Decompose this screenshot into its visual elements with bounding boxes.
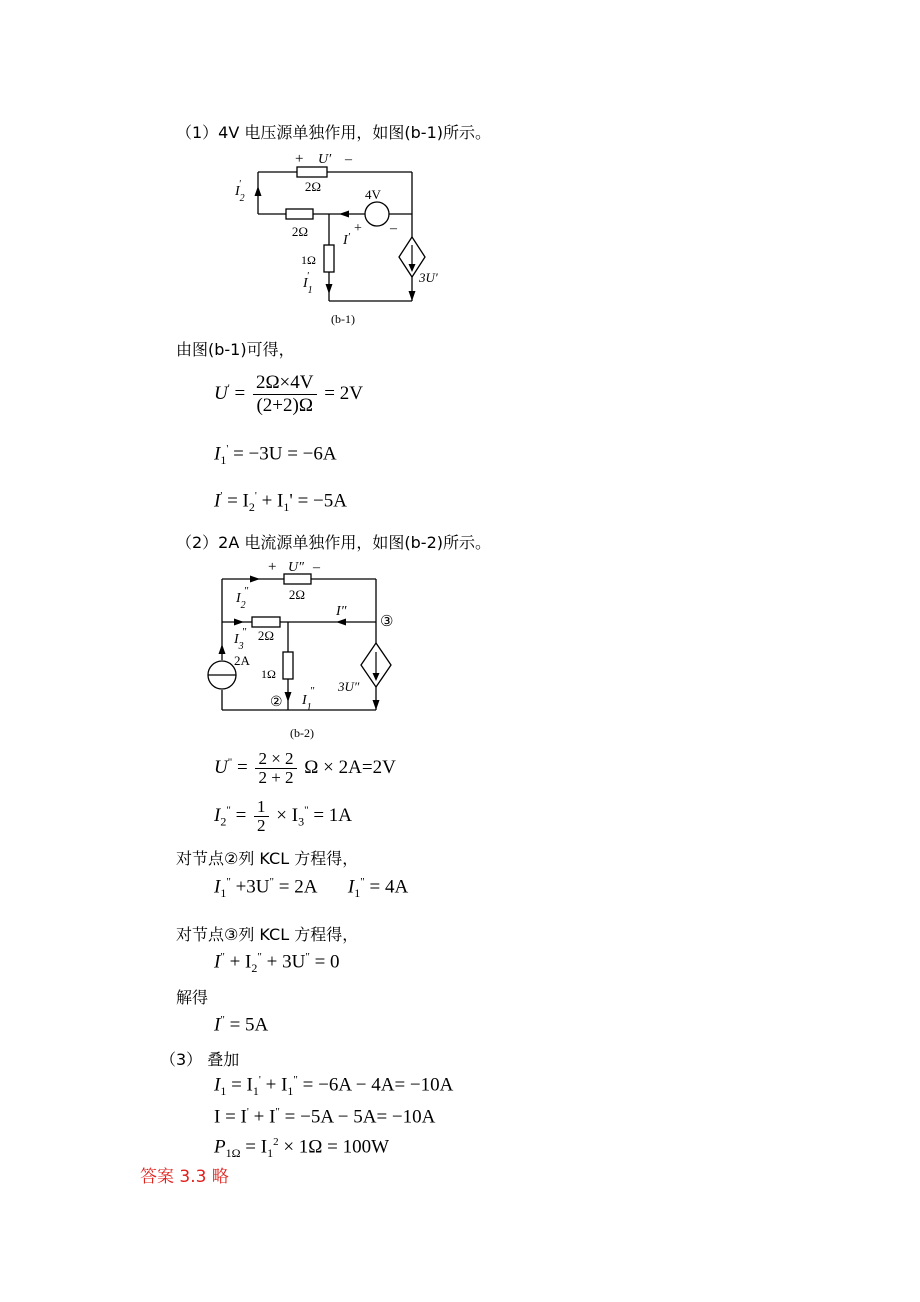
arrow-i bbox=[336, 619, 346, 626]
label-4v: 4V bbox=[365, 187, 381, 202]
label-src-minus: – bbox=[390, 221, 397, 236]
label-i1: $I_1'$ bbox=[303, 271, 313, 296]
arrow-i1 bbox=[285, 692, 292, 702]
equation-kcl-node3: $I^" + I_2^" + 3U^" = 0$ bbox=[214, 951, 340, 976]
resistor-top bbox=[284, 574, 311, 584]
equation-u-prime: U' = $\frac{2\Omega\times 4V}{(2+2)\Omega}$ = 2V bbox=[214, 372, 363, 416]
equation-i-double-prime: I" = 5A bbox=[214, 1014, 269, 1036]
part1-intro: 由图(b-1)可得， bbox=[176, 340, 295, 359]
label-node-3: ③ bbox=[380, 614, 394, 630]
kcl-node3-text: 对节点③列 KCL 方程得， bbox=[176, 925, 359, 944]
label-3u-prime: 3U′ bbox=[419, 270, 438, 285]
circuit-diagram-b2 bbox=[200, 556, 415, 746]
label-i2: $I_2''$ bbox=[236, 585, 249, 611]
label-r-mid: 2Ω bbox=[257, 628, 275, 643]
arrow-i bbox=[339, 211, 349, 218]
label-plus: + bbox=[295, 151, 304, 167]
label-minus: – bbox=[345, 152, 352, 167]
equation-i-prime: $I' = I_2' + I_1' = -5A$ bbox=[214, 490, 347, 515]
label-u-double-prime: U″ bbox=[288, 560, 304, 575]
arrow-bottom-right bbox=[409, 291, 416, 301]
label-r-top: 2Ω bbox=[288, 587, 306, 602]
equation-i-superposition: I = I' + I" = −5A − 5A= −10A bbox=[214, 1106, 436, 1128]
label-i3: $I_3''$ bbox=[234, 626, 247, 652]
resistor-mid bbox=[252, 617, 280, 627]
equation-u-double-prime: U" = $\frac{2 \times 2}{2 + 2}$ Ω × 2A=2V bbox=[214, 749, 396, 787]
caption-b1: (b-1) bbox=[331, 312, 355, 326]
equation-i2-double-prime: $I_2^"$ = $\frac{1}{2}$ × $I_3^" = 1A$ bbox=[214, 797, 353, 835]
label-r-1ohm: 1Ω bbox=[301, 253, 316, 267]
label-i-double-prime: I″ bbox=[336, 604, 347, 619]
label-src-plus: + bbox=[354, 221, 362, 236]
caption-b2: (b-2) bbox=[290, 726, 314, 740]
arrow-bottom-right bbox=[373, 700, 380, 710]
arrow-i2 bbox=[250, 576, 260, 583]
answer-note: 答案 3.3 略 bbox=[140, 1167, 229, 1187]
label-i-prime: I′ bbox=[343, 231, 351, 248]
voltage-source bbox=[365, 202, 389, 226]
solve-text: 解得 bbox=[176, 988, 209, 1007]
label-i1: $I_1''$ bbox=[302, 685, 315, 713]
label-minus: – bbox=[313, 560, 320, 575]
part3-heading: （3） 叠加 bbox=[160, 1050, 240, 1069]
label-plus: + bbox=[268, 559, 277, 575]
equation-i1-superposition: $I_1 = I_1' + I_1^" = -6A - 4A= -10A$ bbox=[214, 1074, 454, 1099]
part2-heading: （2）2A 电流源单独作用，如图(b-2)所示。 bbox=[176, 533, 491, 552]
label-r-mid: 2Ω bbox=[291, 224, 309, 239]
circuit-diagram-b1 bbox=[225, 148, 438, 328]
resistor-1ohm bbox=[324, 245, 334, 272]
arrow-i2 bbox=[255, 186, 262, 196]
label-i2: $I_2'$ bbox=[235, 179, 245, 204]
arrow-i1 bbox=[326, 284, 333, 294]
equation-power: $P_{1\Omega} = I_1^2 \times 1\Omega = 100W$ bbox=[214, 1136, 390, 1161]
part1-heading: （1）4V 电压源单独作用，如图(b-1)所示。 bbox=[176, 123, 491, 142]
arrow-i3 bbox=[234, 619, 244, 626]
label-r-1ohm: 1Ω bbox=[261, 667, 276, 681]
label-node-2: ② bbox=[270, 695, 283, 710]
resistor-1ohm bbox=[283, 652, 293, 679]
equation-i1-prime: $I_1' = -3U = -6A$ bbox=[214, 443, 337, 468]
kcl-node2-text: 对节点②列 KCL 方程得， bbox=[176, 849, 359, 868]
label-3u-double-prime: 3U″ bbox=[338, 679, 360, 694]
resistor-mid bbox=[286, 209, 313, 219]
label-r-top: 2Ω bbox=[304, 179, 322, 194]
arrow-left bbox=[219, 644, 226, 654]
label-u-prime: U′ bbox=[318, 152, 332, 167]
resistor-top bbox=[297, 167, 327, 177]
equation-kcl-node2: $I_1^" +3U^" = 2A$ $I_1^" = 4A$ bbox=[214, 876, 409, 901]
label-2a: 2A bbox=[234, 653, 250, 668]
